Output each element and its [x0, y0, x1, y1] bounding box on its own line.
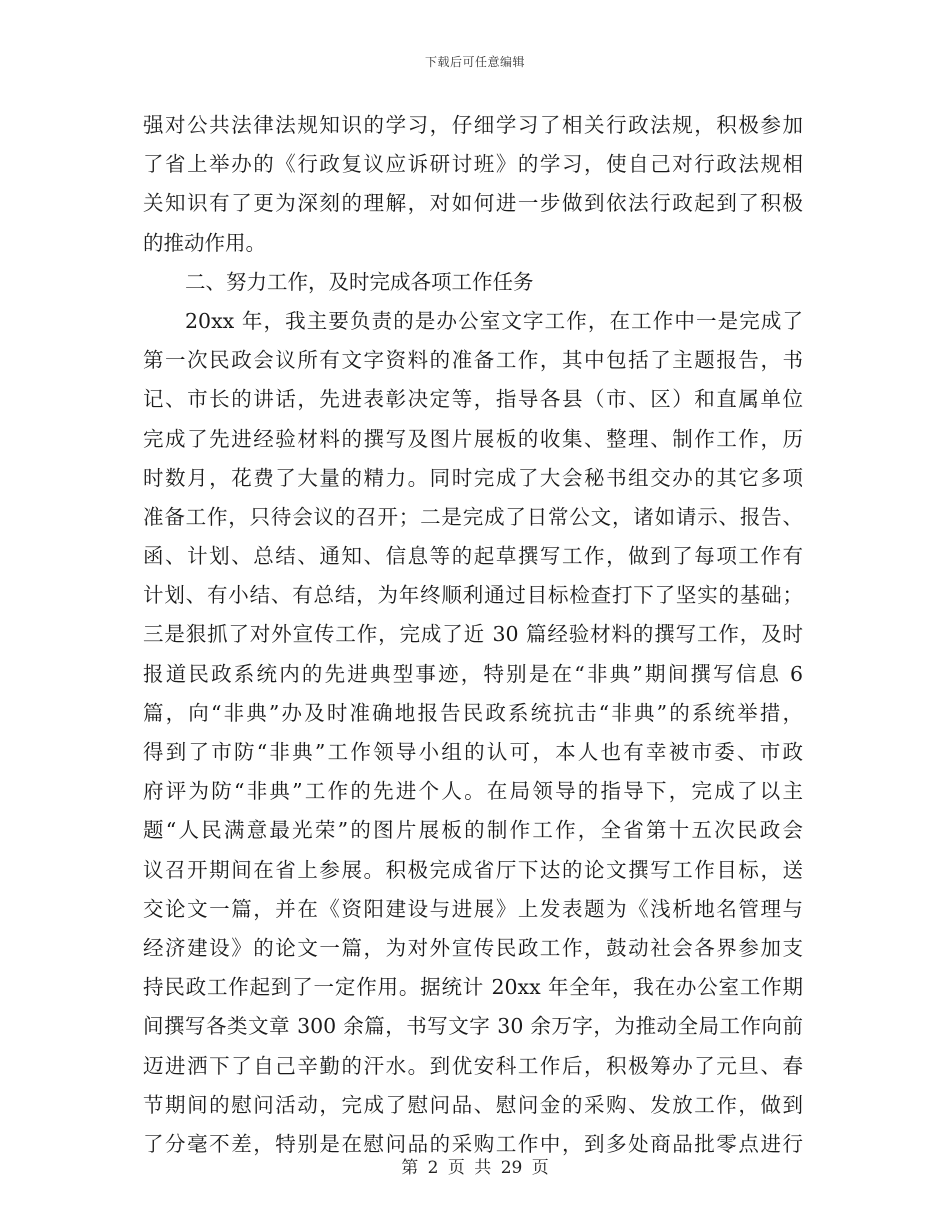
paragraph-line: 完成了先进经验材料的撰写及图片展板的收集、整理、制作工作，历	[143, 426, 803, 451]
paragraph-line: 第一次民政会议所有文字资料的准备工作，其中包括了主题报告，书	[143, 348, 803, 373]
paragraph-line: 函、计划、总结、通知、信息等的起草撰写工作，做到了每项工作有	[143, 544, 803, 569]
paragraph-line: 经济建设》的论文一篇，为对外宣传民政工作，鼓动社会各界参加支	[143, 935, 803, 960]
paragraph-line: 间撰写各类文章 300 余篇，书写文字 30 余万字，为推动全局工作向前	[143, 1014, 803, 1039]
paragraph-line: 计划、有小结、有总结，为年终顺利通过目标检查打下了坚实的基础；	[143, 583, 803, 608]
page-footer: 第 2 页 共 29 页	[401, 1158, 549, 1178]
paragraph-line: 持民政工作起到了一定作用。据统计 20xx 年全年，我在办公室工作期	[143, 975, 803, 1000]
paragraph-line: 时数月，花费了大量的精力。同时完成了大会秘书组交办的其它多项	[143, 465, 803, 490]
paragraph-line: 迈进洒下了自己辛勤的汗水。到优安科工作后，积极筹办了元旦、春	[143, 1053, 803, 1078]
paragraph-line: 得到了市防“非典”工作领导小组的认可，本人也有幸被市委、市政	[143, 740, 803, 764]
paragraph-line: 准备工作，只待会议的召开；二是完成了日常公文，诸如请示、报告、	[143, 504, 803, 529]
paragraph-line: 报道民政系统内的先进典型事迹，特别是在“非典”期间撰写信息 6	[143, 661, 803, 686]
paragraph-line: 记、市长的讲话，先进表彰决定等，指导各县（市、区）和直属单位	[143, 387, 803, 412]
body-text	[143, 106, 803, 1164]
paragraph-line: 强对公共法律法规知识的学习，仔细学习了相关行政法规，积极参加	[143, 113, 803, 137]
paragraph-line: 了省上举办的《行政复议应诉研讨班》的学习，使自己对行政法规相	[143, 152, 803, 177]
paragraph-line: 府评为防“非典”工作的先进个人。在局领导的指导下，完成了以主	[143, 779, 803, 804]
page-header: 下载后可任意编辑	[424, 55, 525, 69]
paragraph-line: 20xx 年，我主要负责的是办公室文字工作，在工作中一是完成了	[185, 308, 803, 333]
paragraph-line: 三是狠抓了对外宣传工作，完成了近 30 篇经验材料的撰写工作，及时	[143, 622, 803, 647]
paragraph-line: 议召开期间在省上参展。积极完成省厅下达的论文撰写工作目标，送	[143, 857, 803, 882]
paragraph-line: 的推动作用。	[143, 230, 266, 255]
paragraph-line: 交论文一篇，并在《资阳建设与进展》上发表题为《浅析地名管理与	[143, 896, 803, 921]
paragraph-line: 题“人民满意最光荣”的图片展板的制作工作，全省第十五次民政会	[143, 818, 803, 843]
paragraph-line: 篇，向“非典”办及时准确地报告民政系统抗击“非典”的系统举措，	[143, 700, 803, 725]
paragraph-line: 关知识有了更为深刻的理解，对如何进一步做到依法行政起到了积极	[143, 191, 803, 216]
paragraph-line: 节期间的慰问活动，完成了慰问品、慰问金的采购、发放工作，做到	[143, 1092, 803, 1117]
paragraph-line: 了分毫不差，特别是在慰问品的采购工作中，到多处商品批零点进行	[143, 1131, 803, 1156]
section-heading: 二、努力工作，及时完成各项工作任务	[185, 269, 534, 294]
